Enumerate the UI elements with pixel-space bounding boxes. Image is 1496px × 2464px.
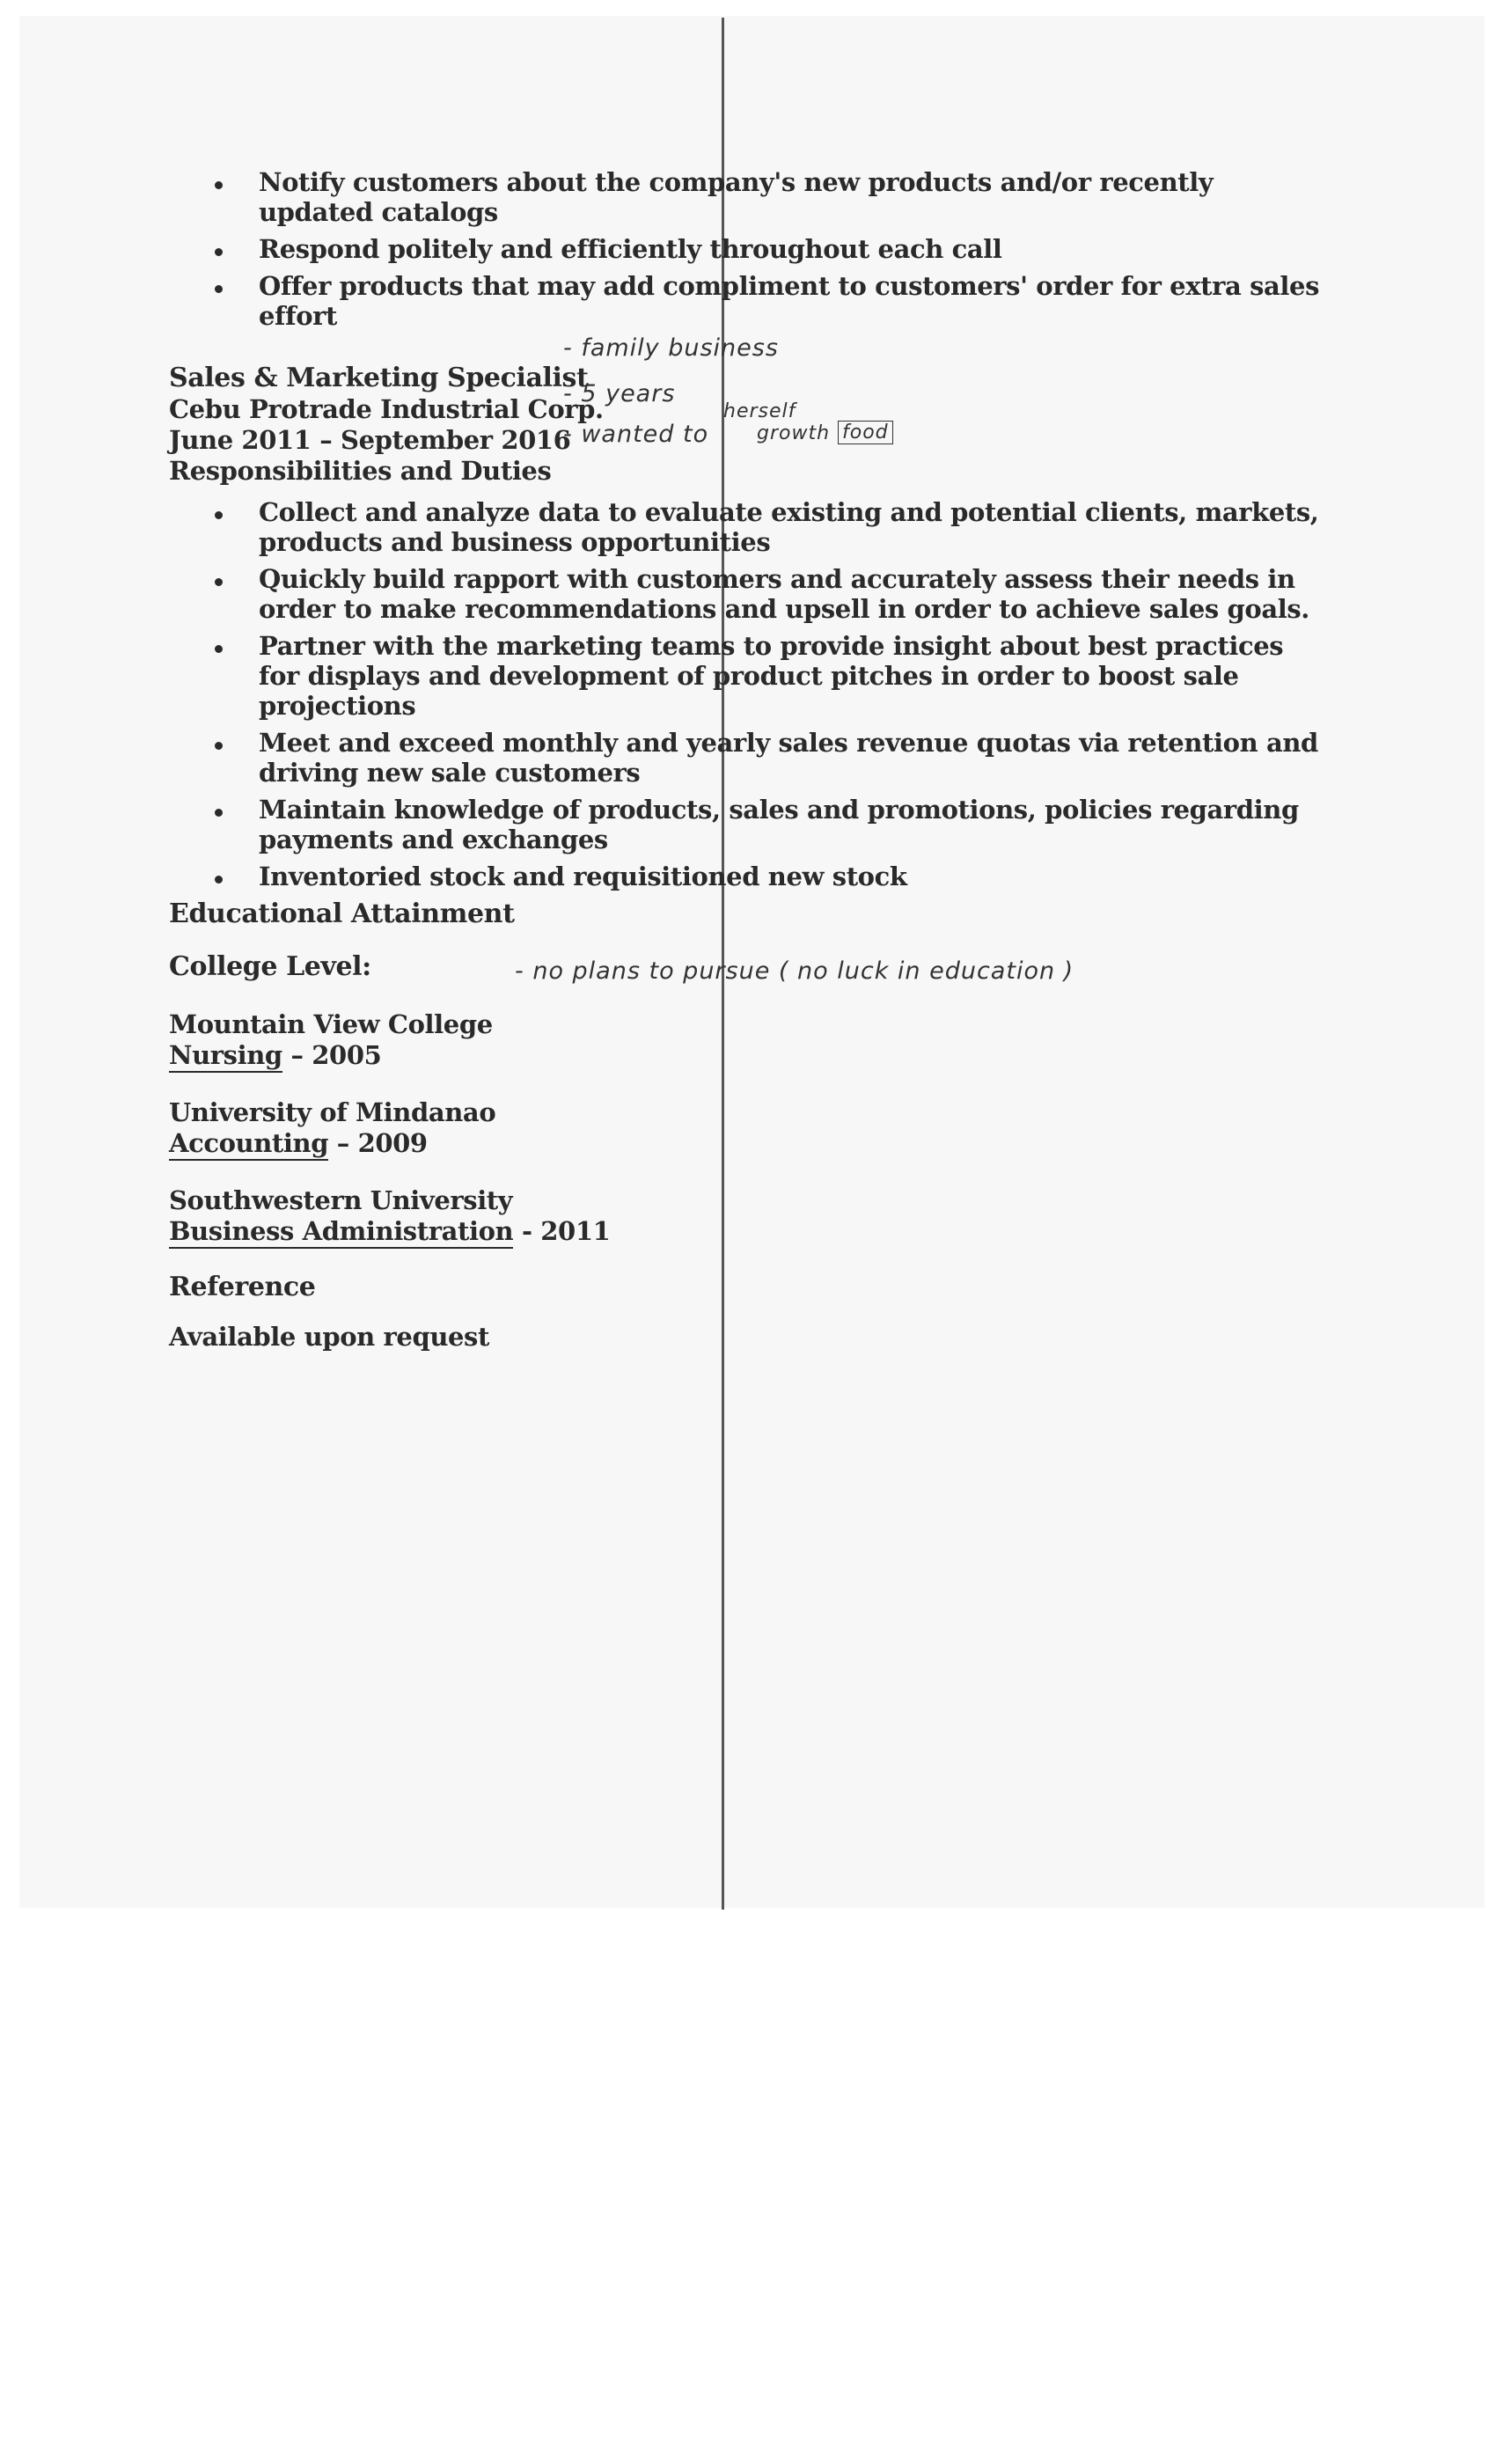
college-level-label: College Level:	[169, 951, 371, 982]
course-year: – 2005	[282, 1040, 382, 1070]
bullet-icon	[215, 809, 223, 817]
bullet-icon	[215, 181, 223, 189]
job-dates: June 2011 – September 2016	[169, 425, 571, 455]
education-heading: Educational Attainment	[169, 898, 515, 929]
list-item: Partner with the marketing teams to provide insight about best practices for displays and development of product pitches in order to boost sale projections	[169, 631, 1331, 721]
list-item: Offer products that may add compliment to customers' order for extra sales effort	[169, 271, 1331, 331]
list-item: Notify customers about the company's new products and/or recently updated catalogs	[169, 167, 1331, 227]
course-name: Accounting	[169, 1128, 328, 1161]
job-title: Sales & Marketing Specialist	[169, 363, 589, 393]
bullet-icon	[215, 248, 223, 256]
school-name: Southwestern University	[169, 1185, 513, 1215]
bullet-icon	[215, 511, 223, 519]
handwritten-note-growth: growth	[757, 422, 831, 444]
handwritten-note-herself: herself	[723, 400, 796, 422]
list-item: Maintain knowledge of products, sales and promotions, policies regarding payments and exchanges	[169, 795, 1331, 854]
list-item: Quickly build rapport with customers and accurately assess their needs in order to make recommendations and upsell in order to achieve sales goals.	[169, 564, 1331, 624]
job-bullet-list	[169, 497, 1331, 891]
handwritten-note-wanted: - wanted to	[563, 421, 709, 448]
school-entry	[169, 1185, 1331, 1247]
bullet-icon	[215, 742, 223, 750]
list-item: Meet and exceed monthly and yearly sales revenue quotas via retention and driving new sale customers	[169, 728, 1331, 788]
bullet-icon	[215, 285, 223, 293]
top-bullet-list	[169, 167, 1331, 331]
course-name: Nursing	[169, 1040, 282, 1073]
school-entry	[169, 1097, 1331, 1159]
handwritten-note-food: food	[838, 421, 893, 444]
school-name: Mountain View College	[169, 1009, 493, 1039]
handwritten-note-years: - 5 years	[563, 380, 676, 407]
list-item: Inventoried stock and requisitioned new stock	[169, 862, 1331, 891]
course-year: – 2009	[328, 1128, 428, 1158]
list-item: Collect and analyze data to evaluate existing and potential clients, markets, products and business opportunities	[169, 497, 1331, 557]
bullet-icon	[215, 645, 223, 653]
school-entry	[169, 1009, 1331, 1071]
bullet-icon	[215, 876, 223, 884]
handwritten-note-education: - no plans to pursue ( no luck in education )	[515, 957, 1074, 985]
job-duties-label: Responsibilities and Duties	[169, 456, 552, 486]
bullet-icon	[215, 578, 223, 586]
job-entry	[169, 363, 1331, 891]
school-name: University of Mindanao	[169, 1097, 496, 1127]
course-name: Business Administration	[169, 1216, 513, 1249]
list-item: Respond politely and efficiently throughout each call	[169, 234, 1331, 264]
handwritten-note-family-business: - family business	[563, 334, 779, 362]
job-company: Cebu Protrade Industrial Corp.	[169, 394, 604, 424]
reference-heading: Reference	[169, 1272, 316, 1302]
reference-text: Available upon request	[169, 1322, 489, 1352]
course-year: - 2011	[513, 1216, 611, 1246]
